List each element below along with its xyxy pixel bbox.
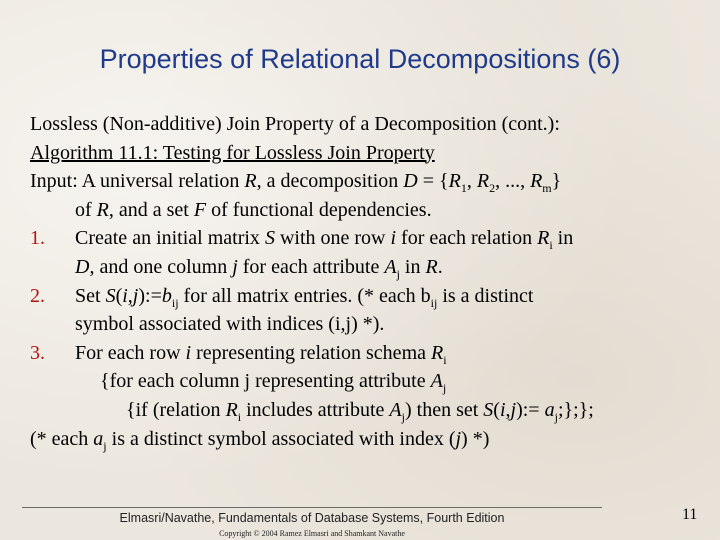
step-text: For each row (75, 341, 186, 364)
step-var: R (431, 341, 444, 364)
step-text: for all matrix entries. (* each b (178, 284, 431, 307)
input-var: R (530, 170, 543, 193)
step-text: Create an initial matrix (75, 227, 265, 250)
subscript: j (554, 409, 558, 424)
subscript: ij (171, 295, 179, 310)
step-var: A (430, 370, 443, 393)
subscript: i (237, 409, 242, 424)
input-var: D (403, 170, 418, 193)
heading-line (30, 110, 710, 139)
footer-copyright: Copyright © 2004 Ramez Elmasri and Shamkant Navathe (219, 529, 405, 538)
subscript: m (542, 181, 552, 196)
slide-body (30, 110, 710, 453)
subscript: 1 (460, 181, 467, 196)
step-text: Set (75, 284, 106, 307)
subscript: j (442, 381, 447, 396)
comment-text: (* each (30, 427, 94, 450)
step-var: b (161, 284, 172, 307)
step-text: ( (115, 284, 123, 307)
step-2-line-2 (30, 310, 710, 339)
page-number: 11 (682, 506, 698, 523)
subscript: 2 (489, 181, 496, 196)
step-text: {if (relation (126, 398, 226, 421)
subscript: j (401, 409, 405, 424)
input-var: R (96, 198, 109, 221)
step-number: 2. (30, 284, 45, 307)
step-var: i (185, 341, 192, 364)
step-var: A (389, 398, 402, 421)
input-text: = { (417, 170, 449, 193)
subscript: j (103, 438, 107, 453)
step-var: S (483, 398, 494, 421)
step-text: in (552, 227, 574, 250)
step-var: R (425, 255, 438, 278)
input-text: } (551, 170, 562, 193)
step-1-line (30, 224, 710, 253)
step-var: j (232, 255, 238, 278)
algorithm-title: Algorithm 11.1: Testing for Lossless Join Property (30, 141, 435, 164)
step-3-line (30, 339, 710, 368)
input-text: , a decomposition (256, 170, 404, 193)
step-3-line-2 (30, 367, 710, 396)
step-var: i (499, 398, 506, 421)
step-text: for each relation (396, 227, 538, 250)
step-text: representing relation schema (191, 341, 431, 364)
step-text: {for each column j representing attribute (100, 370, 431, 393)
step-var: i (122, 284, 128, 307)
step-text: ):= (516, 398, 545, 421)
step-text: in (399, 255, 426, 278)
step-text: is a distinct (437, 284, 534, 307)
input-var: R (244, 170, 257, 193)
footer-divider (22, 507, 602, 508)
step-text: with one row (274, 227, 391, 250)
step-text: symbol associated with indices (i,j) *). (75, 313, 385, 336)
input-text: , and a set (108, 198, 194, 221)
step-text: , (505, 398, 511, 421)
step-text: , and one column (89, 255, 233, 278)
step-2-line (30, 282, 710, 311)
subscript: j (396, 266, 400, 281)
step-text: . (437, 255, 443, 278)
input-line-2 (30, 196, 710, 225)
step-text: ):= (138, 284, 162, 307)
step-var: a (544, 398, 555, 421)
step-text: , (127, 284, 133, 307)
step-var: A (384, 255, 397, 278)
step-var: i (390, 227, 397, 250)
input-var: R (448, 170, 461, 193)
input-var: R (476, 170, 490, 193)
heading-text: Lossless (Non-additive) Join Property of a Decomposition (cont.): (30, 113, 560, 135)
step-text: ;};}; (557, 398, 594, 421)
step-var: S (264, 227, 275, 250)
step-text: includes attribute (241, 398, 390, 421)
comment-var: j (455, 427, 462, 450)
comment-line (30, 425, 710, 454)
input-text: A universal relation (77, 170, 245, 193)
algorithm-line (30, 139, 710, 168)
subscript: i (443, 352, 447, 367)
input-label: Input: (30, 170, 78, 193)
step-number: 3. (30, 341, 45, 364)
step-number: 1. (30, 227, 45, 250)
step-1-line-2 (30, 253, 710, 282)
step-var: R (225, 398, 238, 421)
step-3-line-3 (30, 396, 710, 425)
comment-var: a (93, 427, 104, 450)
input-line (30, 167, 710, 196)
subscript: ij (430, 295, 438, 310)
step-var: D (75, 255, 90, 278)
input-text: , ..., (495, 170, 531, 193)
slide-title: Properties of Relational Decompositions (6) (99, 44, 621, 74)
step-text: ( (493, 398, 500, 421)
step-text: for each attribute (237, 255, 385, 278)
input-text: , (466, 170, 477, 193)
comment-text: is a distinct symbol associated with index ( (106, 427, 456, 450)
input-text: of (75, 198, 97, 221)
step-var: j (132, 284, 139, 307)
footer-citation: Elmasri/Navathe, Fundamentals of Database Systems, Fourth Edition (119, 511, 505, 525)
step-var: S (105, 284, 116, 307)
step-var: j (510, 398, 517, 421)
step-var: R (537, 227, 550, 250)
input-var: F (193, 198, 207, 221)
input-text: of functional dependencies. (206, 198, 432, 221)
comment-text: ) *) (461, 427, 490, 450)
step-text: ) then set (404, 398, 484, 421)
subscript: i (549, 238, 553, 253)
